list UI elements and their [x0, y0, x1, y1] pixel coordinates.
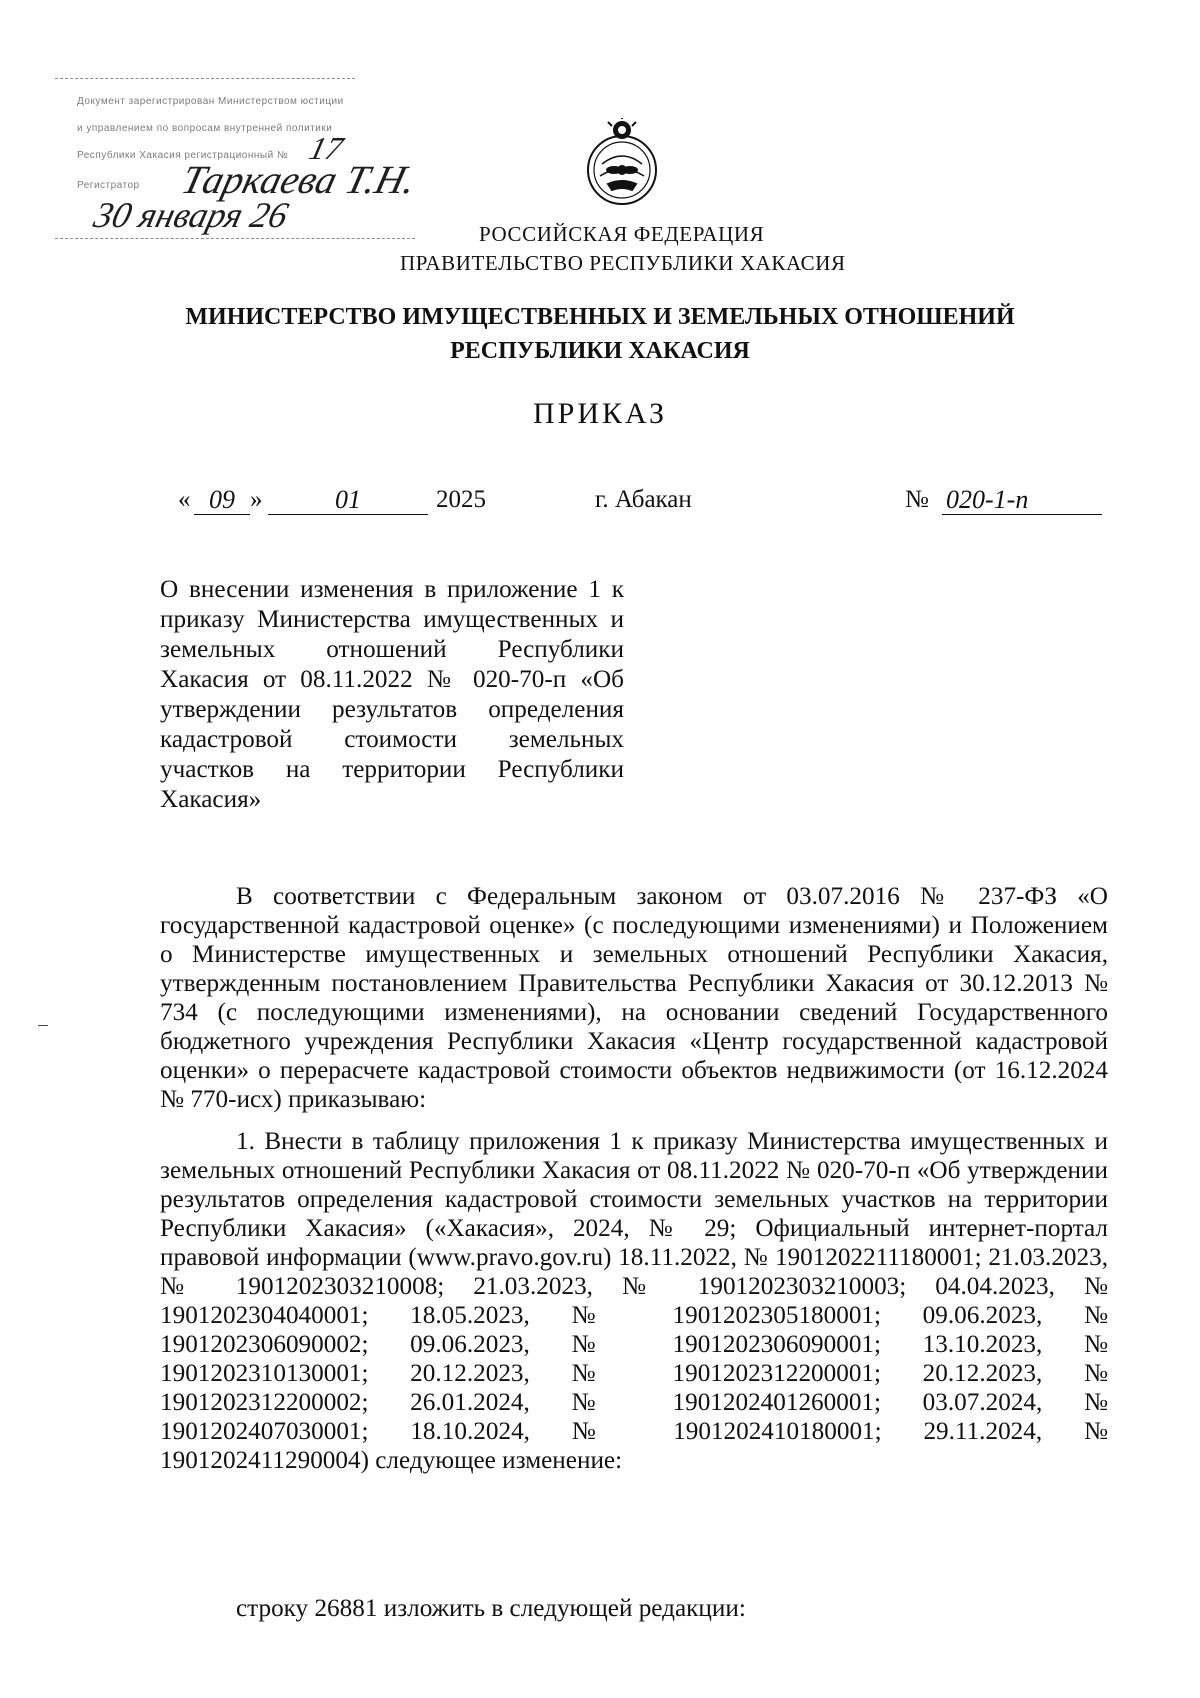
header-country: РОССИЙСКАЯ ФЕДЕРАЦИЯ	[479, 222, 765, 246]
date-quote-open: «	[178, 486, 191, 513]
stamp-border-line	[55, 238, 415, 239]
stamp-date: 30 января 26	[90, 195, 293, 235]
stamp-text-line-1: Документ зарегистрирован Министерством юстиции	[77, 96, 344, 107]
stamp-border-line	[55, 78, 355, 79]
number-label: №	[905, 486, 929, 513]
document-number: 020-1-п	[942, 486, 1102, 515]
city: г. Абакан	[595, 486, 692, 513]
stamp-text-line-3: Республики Хакасия регистрационный №	[77, 150, 289, 161]
registration-stamp	[55, 78, 421, 278]
item-1-paragraph: 1. Внести в таблицу приложения 1 к приказу Министерства имущественных и земельных отношений Республики Хакасия от 08.11.2022 № 020-70-п «Об утверждении результатов определения кадастровой стоимости земельных участков на территории Республики Хакасия» («Хакасия», 2024, № 29; Официальный интернет-портал правовой информации (www.pravo.gov.ru) 18.11.2022, № 1901202211180001; 21.03.2023, № 1901202303210008; 21.03.2023, № 1901202303210003; 04.04.2023, № 1901202304040001; 18.05.2023, № 1901202305180001; 09.06.2023, № 1901202306090002; 09.06.2023, № 1901202306090001; 13.10.2023, № 1901202310130001; 20.12.2023, № 1901202312200001; 20.12.2023, № 1901202312200002; 26.01.2024, № 1901202401260001; 03.07.2024, № 1901202407030001; 18.10.2024, № 1901202410180001; 29.11.2024, № 1901202411290004) следующее изменение:	[160, 1128, 1108, 1474]
date-month: 01	[268, 486, 428, 515]
ministry-title	[0, 300, 1200, 368]
stamp-text-line-2: и управлением по вопросам внутренней политики	[77, 123, 333, 134]
date-day: 09	[194, 486, 250, 515]
coat-of-arms-graphic	[584, 118, 660, 218]
document-type: ПРИКАЗ	[533, 397, 667, 430]
stamp-signature: Таркаева Т.Н.	[177, 157, 421, 202]
stamp-text-line-4: Регистратор	[77, 180, 140, 191]
row-change-line: строку 26881 изложить в следующей редакции:	[236, 1595, 746, 1622]
ministry-title-line-2: РЕСПУБЛИКИ ХАКАСИЯ	[450, 338, 750, 364]
document-subject: О внесении изменения в приложение 1 к приказу Министерства имущественных и земельных отношений Республики Хакасия от 08.11.2022 № 020-70-п «Об утверждении результатов определения кадастровой стоимости земельных участков на территории Республики Хакасия»	[160, 576, 624, 813]
header-government: ПРАВИТЕЛЬСТВО РЕСПУБЛИКИ ХАКАСИЯ	[400, 251, 846, 275]
stamp-reg-number: 17	[305, 130, 347, 166]
ministry-title-line-1: МИНИСТЕРСТВО ИМУЩЕСТВЕННЫХ И ЗЕМЕЛЬНЫХ ОТНОШЕНИЙ	[185, 304, 1015, 330]
date-year: 2025	[436, 486, 486, 513]
margin-mark	[38, 1025, 48, 1026]
coat-of-arms-icon	[584, 118, 660, 218]
preamble-paragraph: В соответствии с Федеральным законом от 03.07.2016 № 237-ФЗ «О государственной кадастровой оценке» (с последующими изменениями) и Положением о Министерстве имущественных и земельных отношений Республики Хакасия, утвержденным постановлением Правительства Республики Хакасия от 30.12.2013 № 734 (с последующими изменениями), на основании сведений Государственного бюджетного учреждения Республики Хакасия «Центр государственной кадастровой оценки» о перерасчете кадастровой стоимости объектов недвижимости (от 16.12.2024 № 770-исх) приказываю:	[160, 883, 1108, 1113]
date-quote-close: »	[250, 486, 263, 513]
